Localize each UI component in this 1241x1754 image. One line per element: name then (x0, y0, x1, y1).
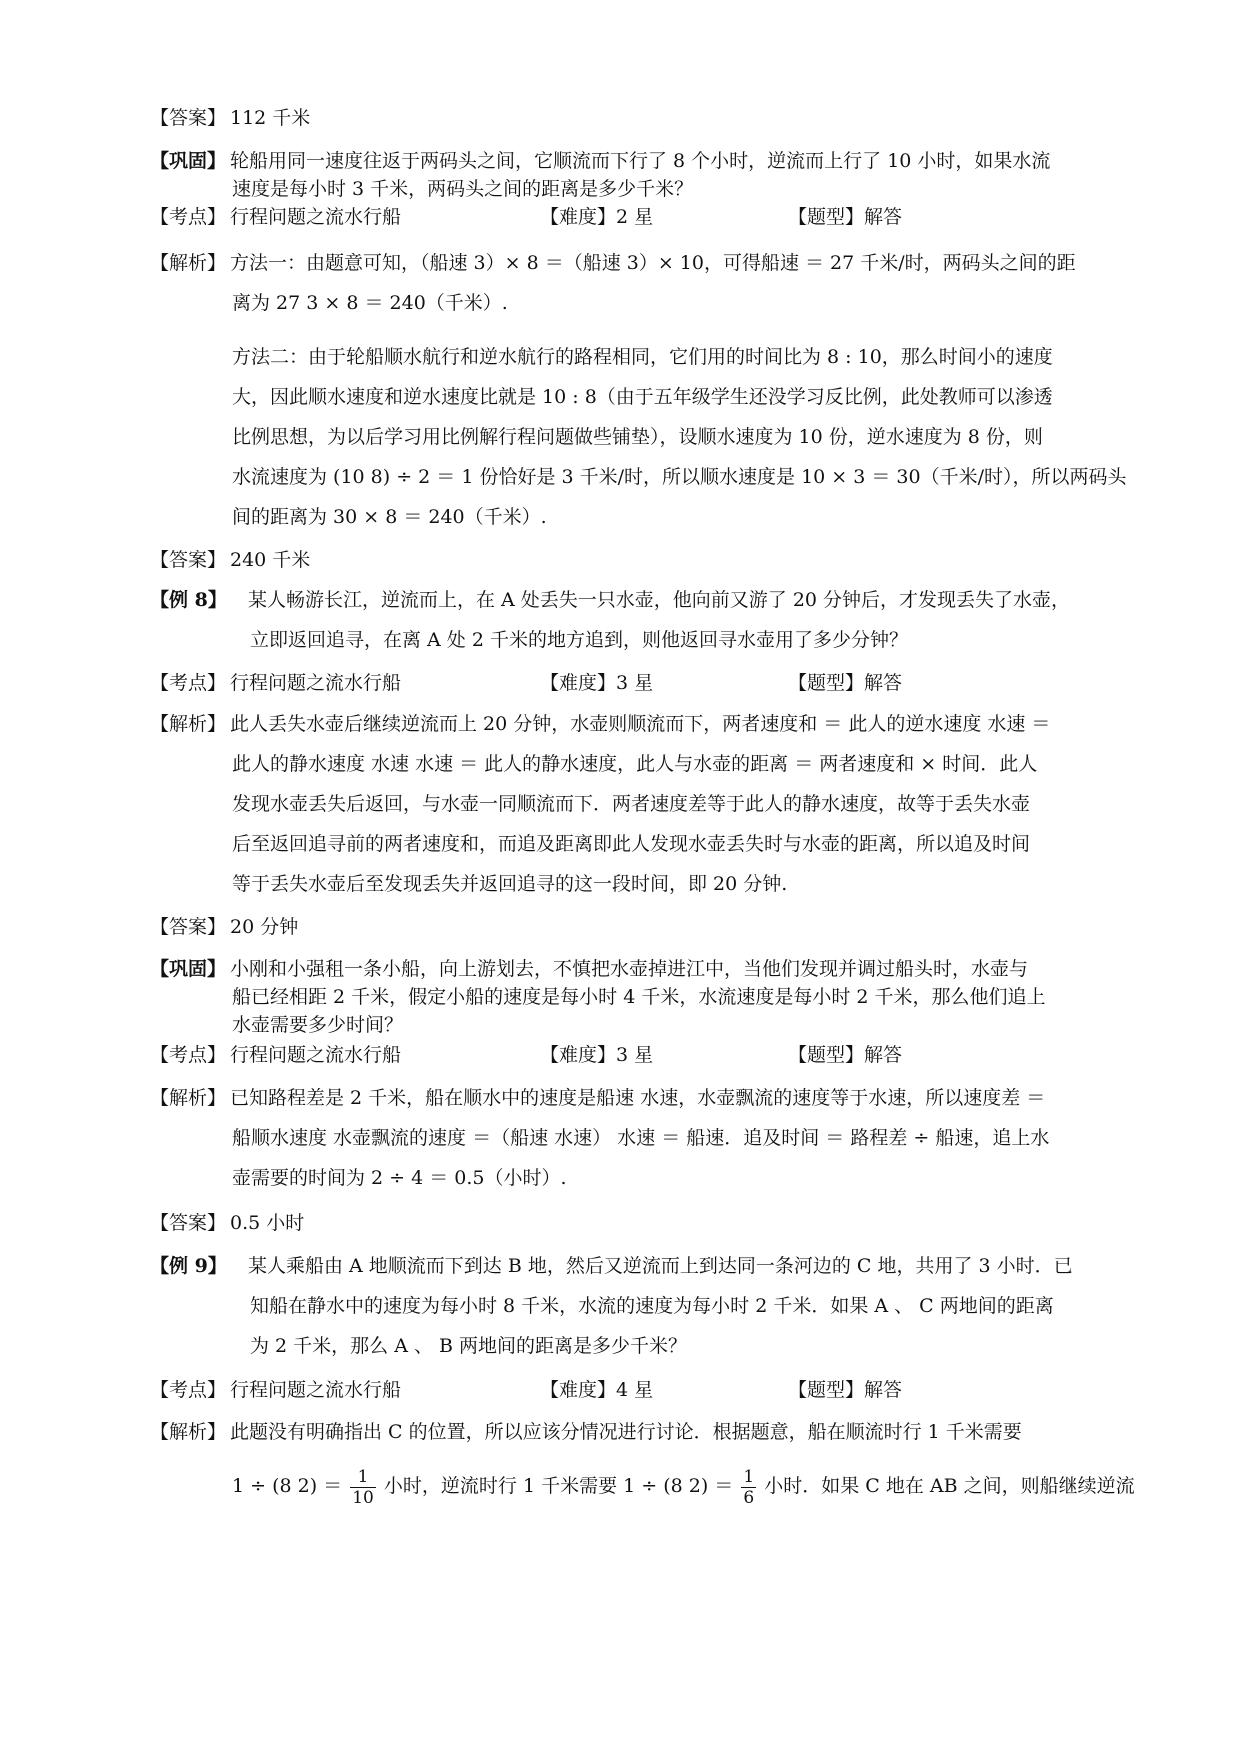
answer-text: 112 千米 (230, 107, 311, 129)
example-text-line: 为 2 千米，那么 A 、 B 两地间的距离是多少千米？ (250, 1335, 688, 1357)
type-tag: 【题型】 (788, 1379, 865, 1401)
example-text-line: 某人畅游长江，逆流而上，在 A 处丢失一只水壶，他向前又游了 20 分钟后，才发现丢失了水壶， (248, 589, 1071, 611)
meta-row (150, 203, 1130, 231)
type-value: 解答 (864, 1379, 903, 1401)
answer-text: 20 分钟 (230, 916, 299, 938)
kaodian-tag: 【考点】 (150, 206, 227, 228)
difficulty-value: 3 星 (616, 672, 654, 694)
analysis-line: 发现水壶丢失后返回，与水壶一同顺流而下．两者速度差等于此人的静水速度，故等于丢失水壶 (232, 793, 1031, 815)
practice-text-line: 小刚和小强租一条小船，向上游划去，不慎把水壶掉进江中，当他们发现并调过船头时，水壶与 (230, 958, 1029, 980)
analysis-tag: 【解析】 (150, 713, 227, 735)
kaodian-value: 行程问题之流水行船 (230, 206, 402, 228)
analysis-line: 离为 27 3 × 8 ＝ 240（千米）. (232, 292, 508, 314)
analysis-line: 此人丢失水壶后继续逆流而上 20 分钟，水壶则顺流而下，两者速度和 ＝ 此人的逆水速度 水速 ＝ (230, 713, 1051, 735)
practice-text-line: 速度是每小时 3 千米，两码头之间的距离是多少千米？ (232, 178, 694, 200)
kaodian-value: 行程问题之流水行船 (230, 1044, 402, 1066)
type-value: 解答 (864, 672, 903, 694)
analysis-line: 大，因此顺水速度和逆水速度比就是 10 : 8（由于五年级学生还没学习反比例，此处教师可以渗透 (232, 386, 1053, 408)
type-tag: 【题型】 (788, 1044, 865, 1066)
analysis-line (232, 1462, 1152, 1510)
practice-text-line: 轮船用同一速度往返于两码头之间，它顺流而下行了 8 个小时，逆流而上行了 10 小时，如果水流 (230, 150, 1051, 172)
kaodian-tag: 【考点】 (150, 1379, 227, 1401)
analysis-text: 1 ÷ (8 2) ＝ (232, 1475, 343, 1497)
meta-row (150, 1376, 1130, 1404)
answer-tag: 【答案】 (150, 549, 227, 571)
analysis-block (150, 1084, 1130, 1112)
example-tag: 【例 8】 (150, 589, 227, 611)
analysis-line: 水流速度为 (10 8) ÷ 2 ＝ 1 份恰好是 3 千米/时，所以顺水速度是 10 × 3 ＝ 30（千米/时），所以两码头 (232, 466, 1127, 488)
analysis-text: 小时，逆流时行 1 千米需要 1 ÷ (8 2) ＝ (383, 1475, 734, 1497)
answer-block (150, 1209, 1130, 1237)
kaodian-tag: 【考点】 (150, 672, 227, 694)
practice-text-line: 船已经相距 2 千米，假定小船的速度是每小时 4 千米，水流速度是每小时 2 千米，那么他们追上 (232, 986, 1046, 1008)
analysis-line: 方法二：由于轮船顺水航行和逆水航行的路程相同，它们用的时间比为 8 : 10，那么时间小的速度 (232, 346, 1053, 368)
answer-tag: 【答案】 (150, 916, 227, 938)
difficulty-tag: 【难度】 (540, 1044, 617, 1066)
difficulty-value: 2 星 (616, 206, 654, 228)
kaodian-tag: 【考点】 (150, 1044, 227, 1066)
meta-row (150, 1041, 1130, 1069)
fraction-denominator: 6 (743, 1487, 755, 1508)
practice-block (150, 147, 1130, 175)
example-text-line: 某人乘船由 A 地顺流而下到达 B 地，然后又逆流而上到达同一条河边的 C 地，共用了 3 小时．已 (248, 1255, 1073, 1277)
answer-tag: 【答案】 (150, 107, 227, 129)
analysis-line: 等于丢失水壶后至发现丢失并返回追寻的这一段时间，即 20 分钟. (232, 873, 788, 895)
difficulty-value: 3 星 (616, 1044, 654, 1066)
kaodian-value: 行程问题之流水行船 (230, 672, 402, 694)
difficulty-tag: 【难度】 (540, 1379, 617, 1401)
fraction-numerator: 1 (350, 1467, 376, 1488)
analysis-text: 小时．如果 C 地在 AB 之间，则船继续逆流 (764, 1475, 1135, 1497)
type-value: 解答 (864, 206, 903, 228)
type-tag: 【题型】 (788, 672, 865, 694)
example-tag: 【例 9】 (150, 1255, 227, 1277)
example-text-line: 立即返回追寻，在离 A 处 2 千米的地方追到，则他返回寻水壶用了多少分钟？ (250, 629, 908, 651)
answer-block (150, 104, 1130, 132)
fraction (350, 1467, 376, 1508)
analysis-line: 此人的静水速度 水速 水速 ＝ 此人的静水速度，此人与水壶的距离 ＝ 两者速度和 × 时间．此人 (232, 753, 1038, 775)
difficulty-tag: 【难度】 (540, 672, 617, 694)
kaodian-value: 行程问题之流水行船 (230, 1379, 402, 1401)
practice-block (150, 955, 1130, 983)
analysis-tag: 【解析】 (150, 1421, 227, 1443)
type-tag: 【题型】 (788, 206, 865, 228)
example-block (150, 1252, 1130, 1280)
analysis-tag: 【解析】 (150, 252, 227, 274)
analysis-line: 比例思想，为以后学习用比例解行程问题做些铺垫），设顺水速度为 10 份，逆水速度为 8 份，则 (232, 426, 1043, 448)
analysis-line: 壶需要的时间为 2 ÷ 4 ＝ 0.5（小时）. (232, 1167, 567, 1189)
difficulty-tag: 【难度】 (540, 206, 617, 228)
answer-text: 240 千米 (230, 549, 311, 571)
answer-block (150, 546, 1130, 574)
analysis-line: 方法一：由题意可知，（船速 3）× 8 ＝（船速 3）× 10，可得船速 ＝ 27 千米/时，两码头之间的距 (230, 252, 1076, 274)
practice-tag: 【巩固】 (150, 958, 227, 980)
practice-text-line: 水壶需要多少时间？ (232, 1014, 404, 1036)
analysis-line: 间的距离为 30 × 8 ＝ 240（千米）. (232, 506, 547, 528)
analysis-block (150, 1418, 1130, 1446)
fraction-numerator: 1 (743, 1466, 755, 1487)
example-block (150, 586, 1130, 614)
fraction (741, 1467, 756, 1508)
answer-tag: 【答案】 (150, 1212, 227, 1234)
analysis-line: 此题没有明确指出 C 的位置，所以应该分情况进行讨论．根据题意，船在顺流时行 1 千米需要 (230, 1421, 1022, 1443)
analysis-line: 已知路程差是 2 千米，船在顺水中的速度是船速 水速，水壶飘流的速度等于水速，所以速度差 ＝ (230, 1087, 1046, 1109)
example-text-line: 知船在静水中的速度为每小时 8 千米，水流的速度为每小时 2 千米．如果 A 、 C 两地间的距离 (250, 1295, 1054, 1317)
analysis-block (150, 710, 1130, 738)
answer-block (150, 913, 1130, 941)
meta-row (150, 669, 1130, 697)
answer-text: 0.5 小时 (230, 1212, 305, 1234)
type-value: 解答 (864, 1044, 903, 1066)
analysis-line: 后至返回追寻前的两者速度和，而追及距离即此人发现水壶丢失时与水壶的距离，所以追及时间 (232, 833, 1031, 855)
fraction-denominator: 10 (352, 1487, 374, 1508)
practice-tag: 【巩固】 (150, 150, 227, 172)
analysis-block (150, 249, 1130, 277)
analysis-line: 船顺水速度 水壶飘流的速度 ＝（船速 水速） 水速 ＝ 船速．追及时间 ＝ 路程差 ÷ 船速，追上水 (232, 1127, 1050, 1149)
analysis-tag: 【解析】 (150, 1087, 227, 1109)
difficulty-value: 4 星 (616, 1379, 654, 1401)
